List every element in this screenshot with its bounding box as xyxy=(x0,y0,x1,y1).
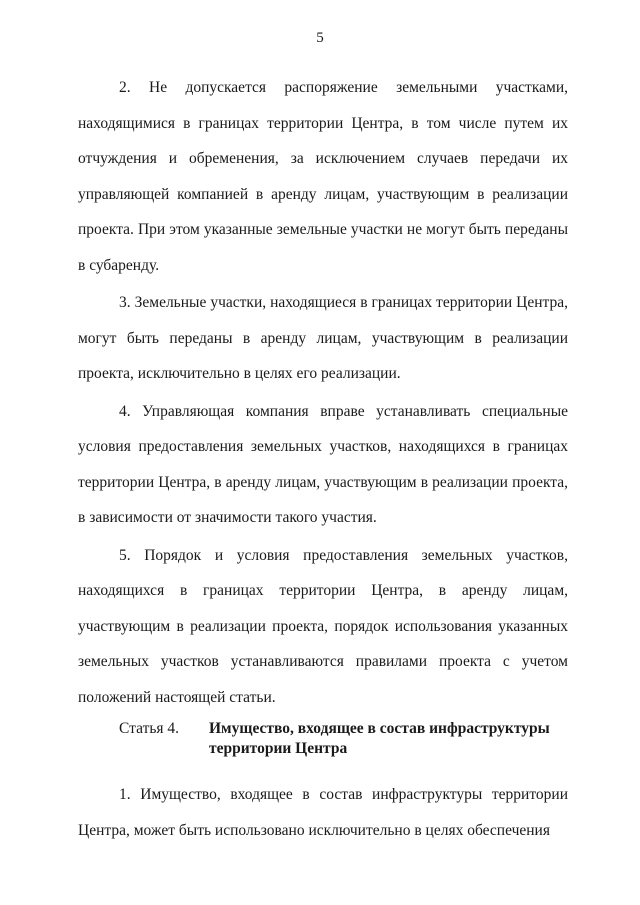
document-body xyxy=(78,70,568,848)
article-title: Имущество, входящее в состав инфраструктуры территории Центра xyxy=(209,720,550,757)
paragraph-2: 2. Не допускается распоряжение земельными участками, находящимися в границах территории Центра, в том числе путем их отчуждения и обременения, за исключением случаев передачи их управляющей компанией в аренду лицам, участвующим в реализации проекта. При этом указанные земельные участки не могут быть переданы в субаренду. xyxy=(78,79,568,274)
paragraph-5: 5. Порядок и условия предоставления земельных участков, находящихся в границах территории Центра, в аренду лицам, участвующим в реализации проекта, порядок использования указанных земельных участков устанавливаются правилами проекта с учетом положений настоящей статьи. xyxy=(78,546,568,706)
article-heading xyxy=(78,719,568,759)
page-number: 5 xyxy=(316,30,324,46)
paragraph-3: 3. Земельные участки, находящиеся в границах территории Центра, могут быть переданы в аренду лицам, участвующим в реализации проекта, исключительно в целях его реализации. xyxy=(78,294,568,382)
article-label: Статья 4. xyxy=(119,720,180,737)
article-4-paragraph-1: 1. Имущество, входящее в состав инфраструктуры территории Центра, может быть использовано исключительно в целях обеспечения xyxy=(78,786,568,839)
paragraph-4: 4. Управляющая компания вправе устанавливать специальные условия предоставления земельных участков, находящихся в границах территории Центра, в аренду лицам, участвующим в реализации проекта, в зависимости от значимости такого участия. xyxy=(78,402,568,526)
